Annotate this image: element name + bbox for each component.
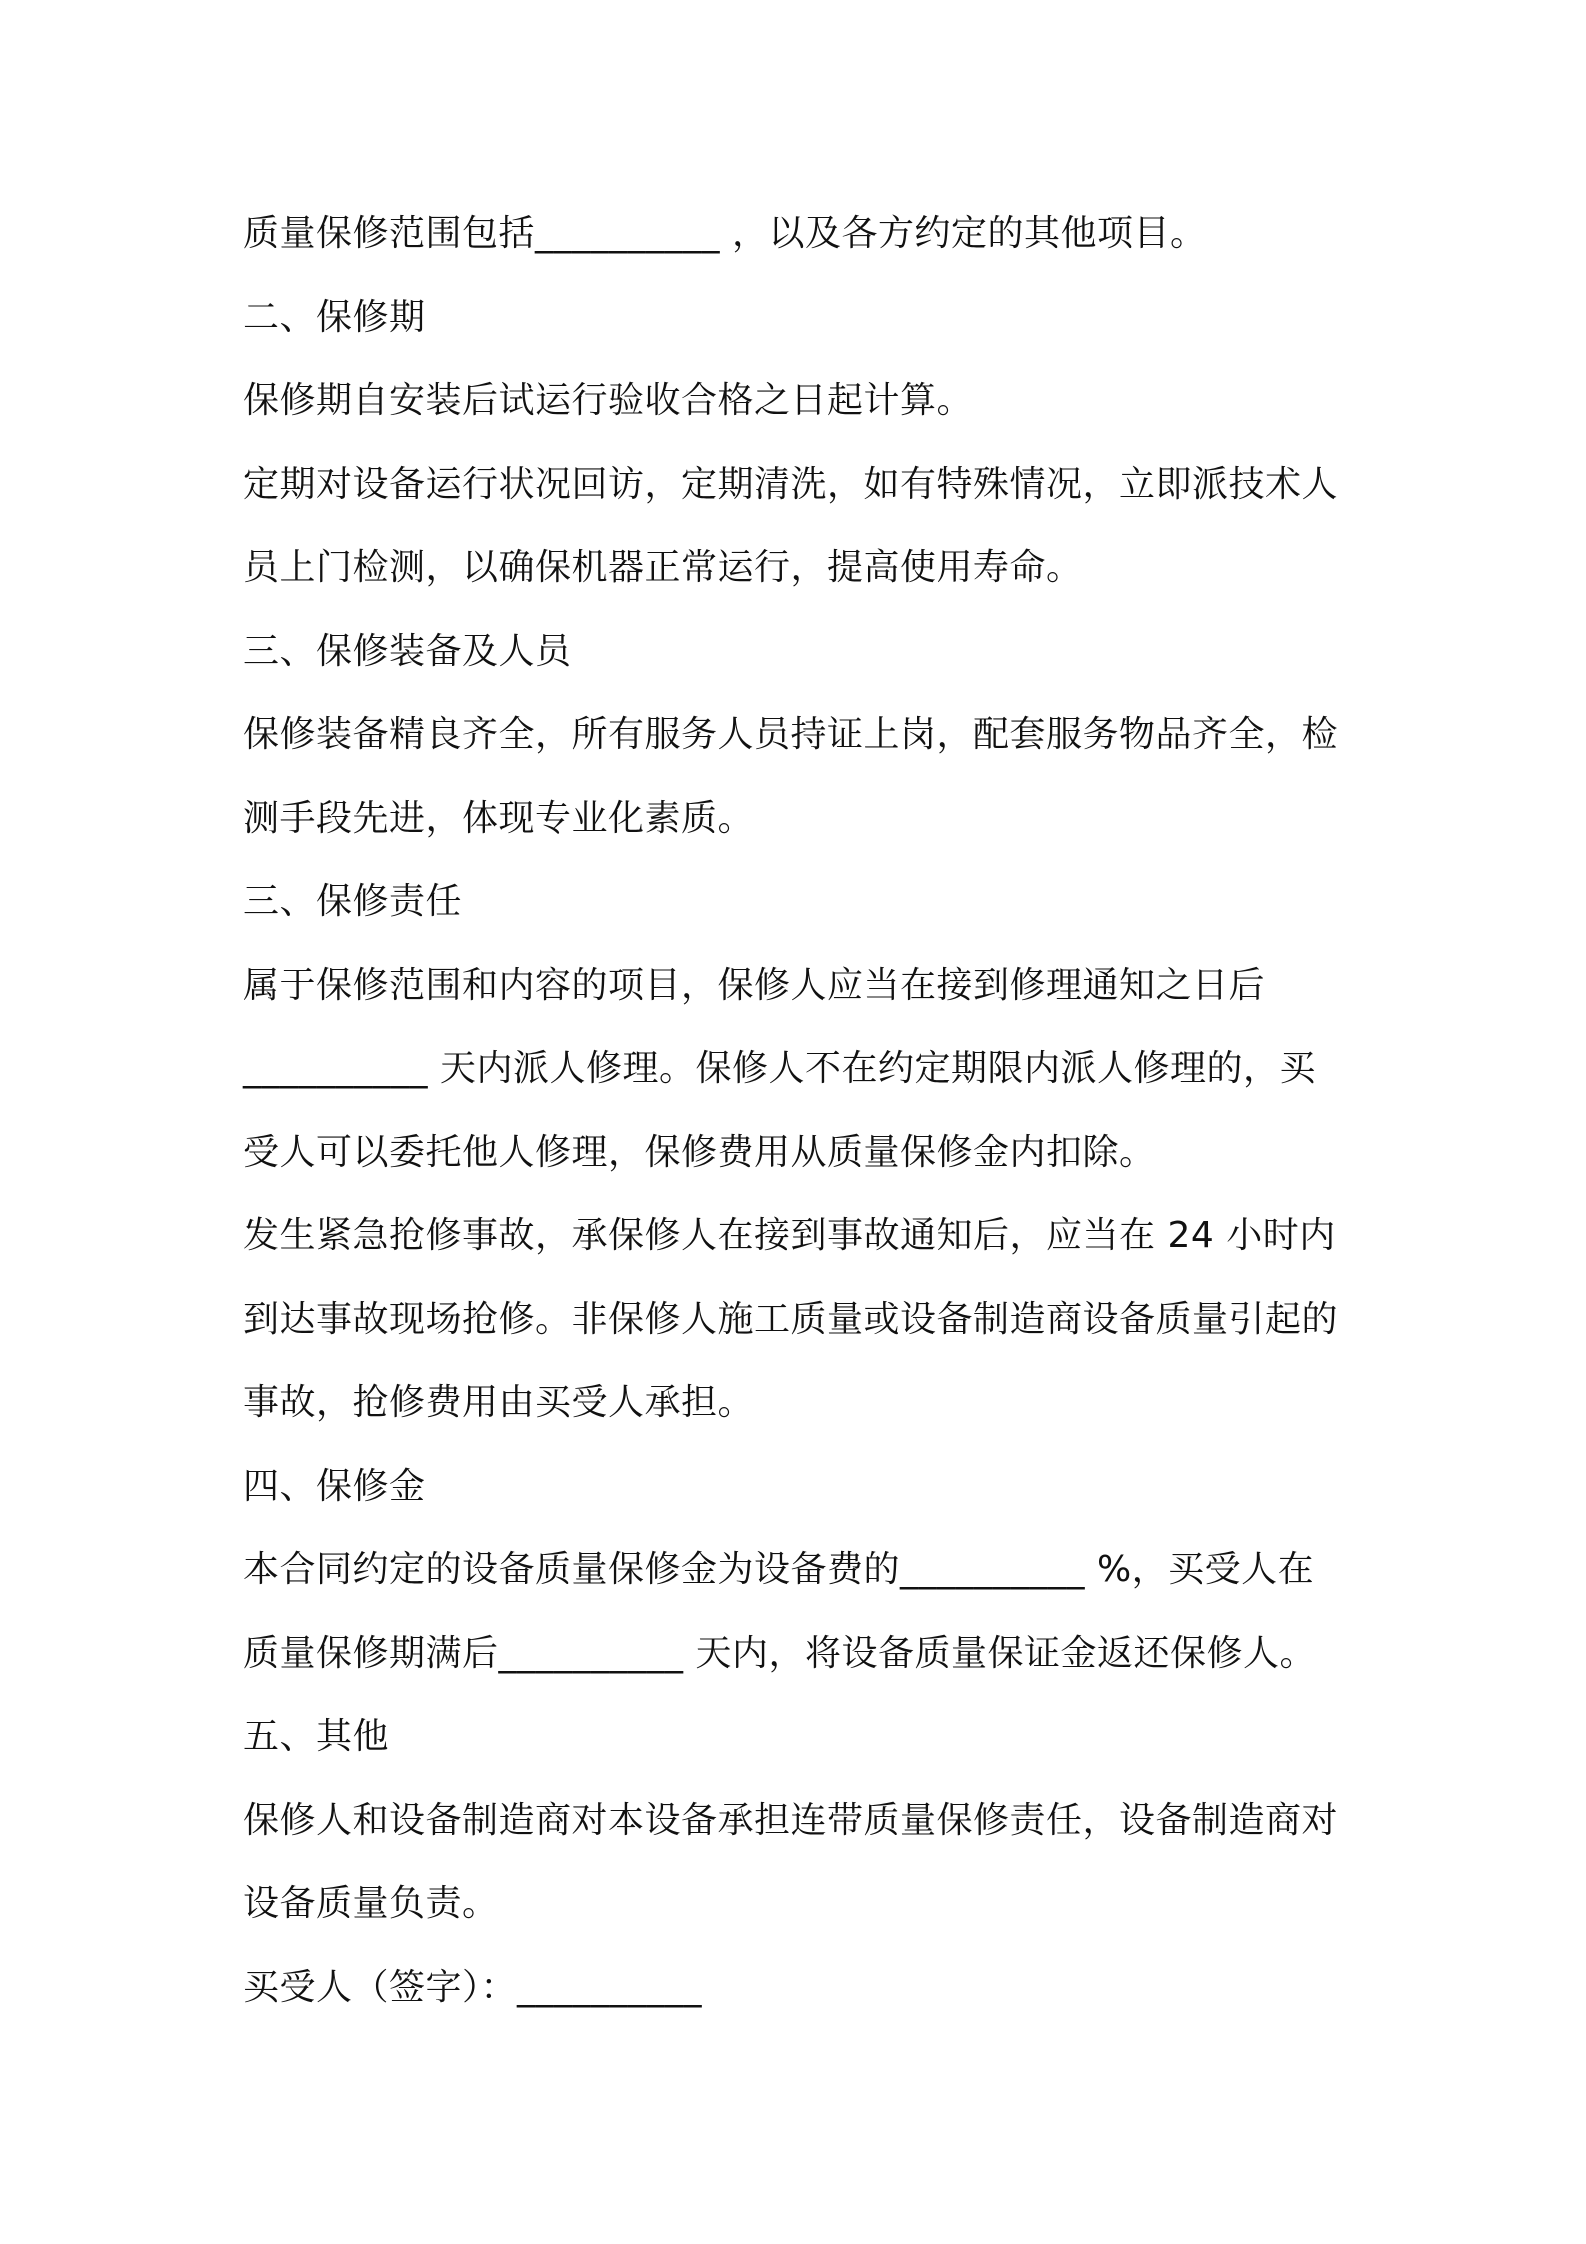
document-body xyxy=(243,192,1363,2029)
equipment-paragraph-line-1: 保修装备精良齐全，所有服务人员持证上岗，配套服务物品齐全，检 xyxy=(243,714,1339,755)
warranty-period-paragraph: 保修期自安装后试运行验收合格之日起计算。 xyxy=(243,380,974,421)
deposit-paragraph-line-1: 本合同约定的设备质量保修金为设备费的__________ %，买受人在 xyxy=(243,1549,1315,1590)
deposit-paragraph-line-2: 质量保修期满后__________ 天内，将设备质量保证金返还保修人。 xyxy=(243,1632,1316,1674)
section-heading-other: 五、其他 xyxy=(243,1716,390,1757)
other-paragraph-line-1: 保修人和设备制造商对本设备承担连带质量保修责任，设备制造商对 xyxy=(243,1799,1339,1841)
section-heading-warranty-period: 二、保修期 xyxy=(243,296,426,338)
other-paragraph-line-2: 设备质量负责。 xyxy=(243,1883,499,1924)
section-heading-warranty-deposit: 四、保修金 xyxy=(243,1465,426,1507)
equipment-paragraph-line-2: 测手段先进，体现专业化素质。 xyxy=(243,797,755,839)
warranty-scope-line: 质量保修范围包括__________ ，以及各方约定的其他项目。 xyxy=(243,213,1207,254)
emergency-paragraph-line-3: 事故，抢修费用由买受人承担。 xyxy=(243,1382,755,1423)
buyer-signature-line: 买受人（签字）：__________ xyxy=(243,1966,703,2008)
responsibility-paragraph-line-3: 受人可以委托他人修理，保修费用从质量保修金内扣除。 xyxy=(243,1131,1156,1173)
responsibility-paragraph-line-2: __________ 天内派人修理。保修人不在约定期限内派人修理的，买 xyxy=(243,1048,1316,1089)
emergency-paragraph-line-1: 发生紧急抢修事故，承保修人在接到事故通知后，应当在 24 小时内 xyxy=(243,1215,1336,1256)
section-heading-responsibility: 三、保修责任 xyxy=(243,881,463,922)
maintenance-paragraph-line-2: 员上门检测，以确保机器正常运行，提高使用寿命。 xyxy=(243,547,1083,588)
emergency-paragraph-line-2: 到达事故现场抢修。非保修人施工质量或设备制造商设备质量引起的 xyxy=(243,1298,1339,1340)
responsibility-paragraph-line-1: 属于保修范围和内容的项目，保修人应当在接到修理通知之日后 xyxy=(243,964,1266,1006)
maintenance-paragraph-line-1: 定期对设备运行状况回访，定期清洗，如有特殊情况，立即派技术人 xyxy=(243,463,1339,505)
section-heading-equipment-personnel: 三、保修装备及人员 xyxy=(243,630,572,672)
